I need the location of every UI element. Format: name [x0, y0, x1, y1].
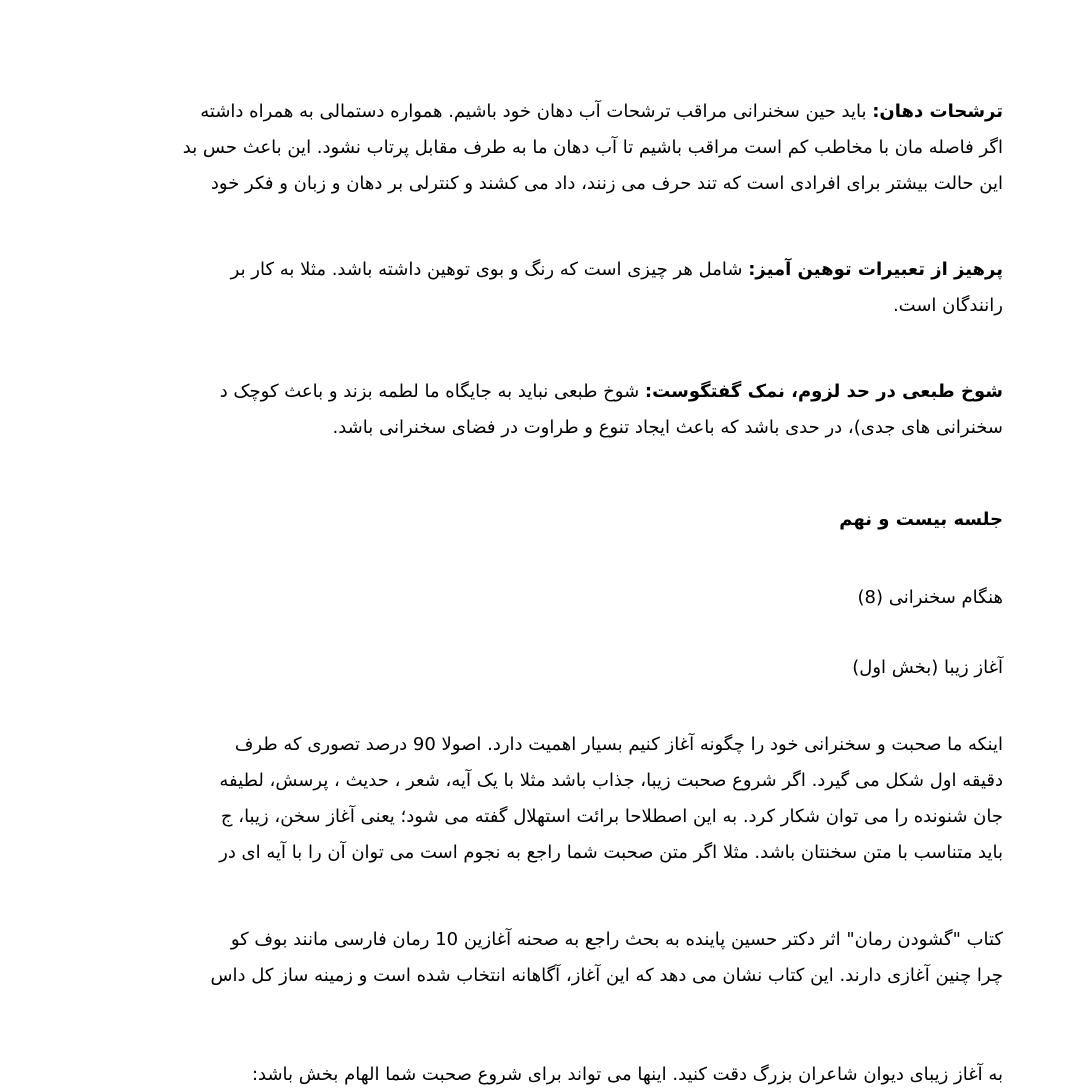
section-subtitle-2: آغاز زیبا (بخش اول)	[852, 657, 1003, 678]
paragraph-mouth-line-3: این حالت بیشتر برای افرادی است که تند حرف می زنند، داد می کشند و کنترلی بر دهان و زبان و فکر خود	[210, 173, 1003, 194]
paragraph-book-line-1: کتاب "گشودن رمان" اثر دکتر حسین پاینده به بحث راجع به صحنه آغازین 10 رمان فارسی مانند بوف کو	[230, 929, 1003, 950]
paragraph-book-line-2: چرا چنین آغازی دارند. این کتاب نشان می دهد که این آغاز، آگاهانه انتخاب شده است و زمینه ساز کل داس	[210, 965, 1003, 986]
paragraph-mouth-line-1	[0, 97, 1003, 127]
paragraph-humor-line-1	[0, 377, 1003, 407]
paragraph-intro-line-3: جان شنونده را می توان شکار کرد. به این اصطلاحا برائت استهلال گفته می شود؛ یعنی آغاز سخن، زیبا، ج	[220, 806, 1003, 827]
paragraph-humor-line-2: سخنرانی های جدی)، در حدی باشد که باعث ایجاد تنوع و طراوت در فضای سخنرانی باشد.	[332, 417, 1003, 438]
paragraph-text: شوخ طبعی نباید به جایگاه ما لطمه بزند و باعث کوچک د	[219, 381, 645, 402]
paragraph-insult-line-2: رانندگان است.	[892, 295, 1003, 316]
term-heading: پرهیز از تعبیرات توهین آمیز:	[748, 259, 1003, 280]
paragraph-mouth-line-2: اگر فاصله مان با مخاطب کم است مراقب باشیم تا آب دهان ما به طرف مقابل پرتاب نشود. این باعث حس بد	[182, 137, 1003, 158]
paragraph-text: باید حین سخنرانی مراقب ترشحات آب دهان خود باشیم. همواره دستمالی به همراه داشته	[200, 101, 873, 122]
term-heading: ترشحات دهان:	[872, 101, 1003, 122]
session-title: جلسه بیست و نهم	[839, 509, 1003, 530]
paragraph-insult-line-1	[0, 255, 1003, 285]
paragraph-intro-line-4: باید متناسب با متن سخنتان باشد. مثلا اگر متن صحبت شما راجع به نجوم است می توان آن را با آیه ای در	[219, 842, 1003, 863]
paragraph-text: شامل هر چیزی است که رنگ و بوی توهین داشته باشد. مثلا به کار بر	[230, 259, 749, 280]
section-subtitle: هنگام سخنرانی (8)	[857, 587, 1003, 608]
paragraph-poets-line-1: به آغاز زیبای دیوان شاعران بزرگ دقت کنید. اینها می تواند برای شروع صحبت شما الهام بخش باشد:	[251, 1064, 1003, 1085]
term-heading: شوخ طبعی در حد لزوم، نمک گفتگوست:	[644, 381, 1003, 402]
paragraph-intro-line-2: دقیقه اول شکل می گیرد. اگر شروع صحبت زیبا، جذاب باشد مثلا با یک آیه، شعر ، حدیث ، پرسش، لطیفه	[219, 770, 1003, 791]
paragraph-intro-line-1: اینکه ما صحبت و سخنرانی خود را چگونه آغاز کنیم بسیار اهمیت دارد. اصولا 90 درصد تصوری که طرف	[234, 734, 1003, 755]
